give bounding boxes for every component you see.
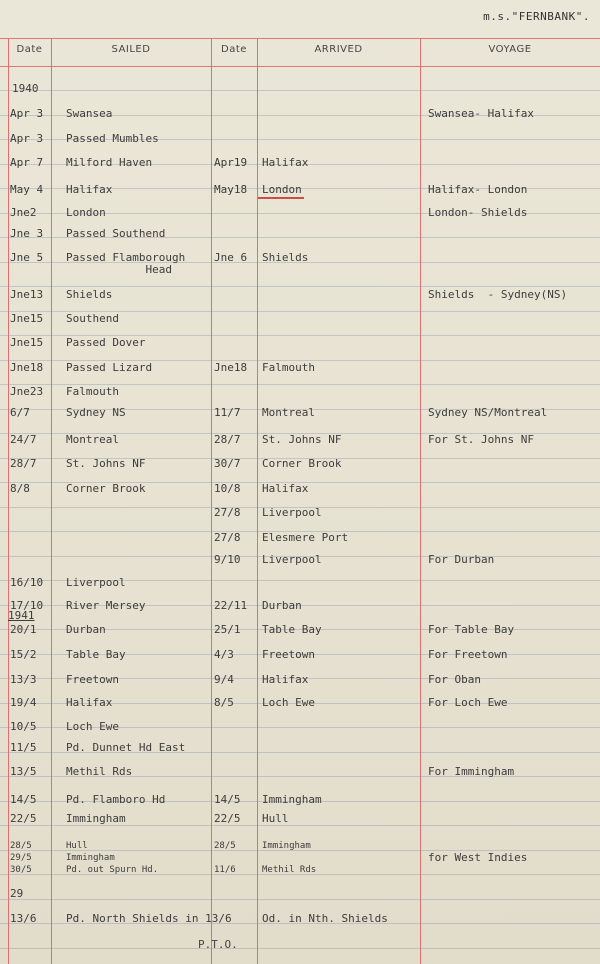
sailed-port: Hull [66,841,88,851]
sailed-date: 6/7 [10,406,30,419]
arrived-port: Elesmere Port [262,531,349,544]
sailed-date: 28/7 [10,457,37,470]
ruled-line [0,899,600,900]
ruled-line [0,825,600,826]
voyage-text: Swansea- Halifax [428,107,534,120]
arrived-date: 14/5 [214,793,241,806]
sailed-port: Sydney NS [66,406,126,419]
sailed-date: 8/8 [10,482,30,495]
sailed-date: Jne2 [10,206,37,219]
sailed-date: Jne15 [10,312,44,325]
arrived-port: Falmouth [262,361,315,374]
pto-note: P.T.O. [198,938,238,951]
sailed-port: Passed Dover [66,336,146,349]
sailed-date: Apr 3 [10,132,44,145]
arrived-date: 9/10 [214,553,241,566]
sailed-date: Jne18 [10,361,44,374]
red-underline [258,197,304,199]
year-1941: 1941 [8,609,35,622]
sailed-port: Loch Ewe [66,720,119,733]
sailed-date: 10/5 [10,720,37,733]
arrived-date: 11/6 [214,865,236,875]
ship-name: m.s."FERNBANK". [483,10,590,23]
sailed-port: Halifax [66,183,113,196]
arrived-port: Liverpool [262,553,322,566]
sailed-port: River Mersey [66,599,146,612]
sailed-port: Shields [66,288,113,301]
sailed-port: Passed Southend [66,227,166,240]
sailed-date: 13/6 [10,912,37,925]
sailed-date: 16/10 [10,576,44,589]
header-top-rule [0,38,600,39]
arrived-date: Apr19 [214,156,248,169]
header-sailed: SAILED [111,44,151,55]
sailed-date: 15/2 [10,648,37,661]
sailed-date: Apr 3 [10,107,44,120]
voyage-text: London- Shields [428,206,528,219]
sailed-date: Jne13 [10,288,44,301]
sailed-date: Jne 3 [10,227,44,240]
sailed-port: Pd. out Spurn Hd. [66,865,159,875]
arrived-port: Loch Ewe [262,696,315,709]
sailed-port: Southend [66,312,119,325]
voyage-text: Halifax- London [428,183,528,196]
arrived-date: 27/8 [214,506,241,519]
arrived-date: 22/11 [214,599,248,612]
sailed-port: Falmouth [66,385,119,398]
voyage-text: For St. Johns NF [428,433,534,446]
sailed-port: Pd. Dunnet Hd East [66,741,186,754]
sailed-date: Jne23 [10,385,44,398]
sailed-date: 13/3 [10,673,37,686]
sailed-date: Apr 7 [10,156,44,169]
arrived-date: 9/4 [214,673,234,686]
arrived-port: Durban [262,599,302,612]
voyage-text: For Loch Ewe [428,696,508,709]
voyage-text: For Immingham [428,765,515,778]
sailed-port: Halifax [66,696,113,709]
arrived-port: Od. in Nth. Shields [262,912,388,925]
sailed-date: 17/10 [10,599,44,612]
arrived-port: Freetown [262,648,315,661]
sailed-port: Immingham [66,853,115,863]
header-voyage: VOYAGE [488,44,532,55]
arrived-date: 22/5 [214,812,241,825]
arrived-port: Halifax [262,673,309,686]
sailed-date: 19/4 [10,696,37,709]
arrived-port: Corner Brook [262,457,342,470]
sailed-port: Immingham [66,812,126,825]
arrived-port: Shields [262,251,309,264]
sailed-date: 11/5 [10,741,37,754]
voyage-text: Shields - Sydney(NS) [428,288,568,301]
sailed-date: 22/5 [10,812,37,825]
arrived-date: 28/7 [214,433,241,446]
sailed-port: Liverpool [66,576,126,589]
arrived-date: 4/3 [214,648,234,661]
sailed-date: Jne 5 [10,251,44,264]
ruled-line [0,286,600,287]
ruled-line [0,948,600,949]
arrived-port: Hull [262,812,289,825]
sailed-date: 30/5 [10,865,32,875]
sailed-date: 20/1 [10,623,37,636]
sailed-date: 28/5 [10,841,32,851]
sailed-date: 24/7 [10,433,37,446]
arrived-port: Halifax [262,156,309,169]
sailed-date: 13/5 [10,765,37,778]
sailed-port: Milford Haven [66,156,153,169]
voyage-text: For Table Bay [428,623,515,636]
sailed-date: May 4 [10,183,44,196]
sailed-date: Jne15 [10,336,44,349]
arrived-port: Methil Rds [262,865,317,875]
arrived-date: 25/1 [214,623,241,636]
sailed-port: Montreal [66,433,119,446]
voyage-text: Sydney NS/Montreal [428,406,548,419]
header-date-arrived: Date [221,44,247,55]
arrived-port: Montreal [262,406,315,419]
arrived-port: Immingham [262,793,322,806]
sailed-port: Passed Lizard [66,361,153,374]
arrived-date: 11/7 [214,406,241,419]
voyage-text: For Durban [428,553,495,566]
year-1940: 1940 [12,82,39,95]
sailed-port: Passed Flamborough Head [66,251,186,276]
header-date-sailed: Date [16,44,43,55]
arrived-port: Immingham [262,841,311,851]
sailed-date: 29/5 [10,853,32,863]
sailed-date: 14/5 [10,793,37,806]
arrived-date: 30/7 [214,457,241,470]
sailed-port: Methil Rds [66,765,133,778]
sailed-port: Passed Mumbles [66,132,159,145]
arrived-port: Table Bay [262,623,322,636]
arrived-date: 10/8 [214,482,241,495]
sailed-port: Corner Brook [66,482,146,495]
voyage-text: For Freetown [428,648,508,661]
sailed-date: 29 [10,887,24,900]
arrived-date: Jne 6 [214,251,248,264]
arrived-port: St. Johns NF [262,433,342,446]
sailed-port: Pd. North Shields in 13/6 [66,912,232,925]
header-bottom-rule [0,66,600,67]
sailed-port: Durban [66,623,106,636]
arrived-date: 28/5 [214,841,236,851]
sailed-port: St. Johns NF [66,457,146,470]
arrived-port: Liverpool [262,506,322,519]
sailed-port: Pd. Flamboro Hd [66,793,166,806]
header-arrived: ARRIVED [314,44,363,55]
arrived-date: Jne18 [214,361,248,374]
sailed-port: Table Bay [66,648,126,661]
arrived-date: 27/8 [214,531,241,544]
sailed-port: London [66,206,106,219]
arrived-port: Halifax [262,482,309,495]
arrived-port: London [262,183,302,196]
voyage-text: For Oban [428,673,481,686]
ruled-line [0,90,600,91]
arrived-date: May18 [214,183,248,196]
arrived-date: 8/5 [214,696,234,709]
sailed-port: Swansea [66,107,113,120]
voyage-text: for West Indies [428,851,528,864]
sailed-port: Freetown [66,673,119,686]
